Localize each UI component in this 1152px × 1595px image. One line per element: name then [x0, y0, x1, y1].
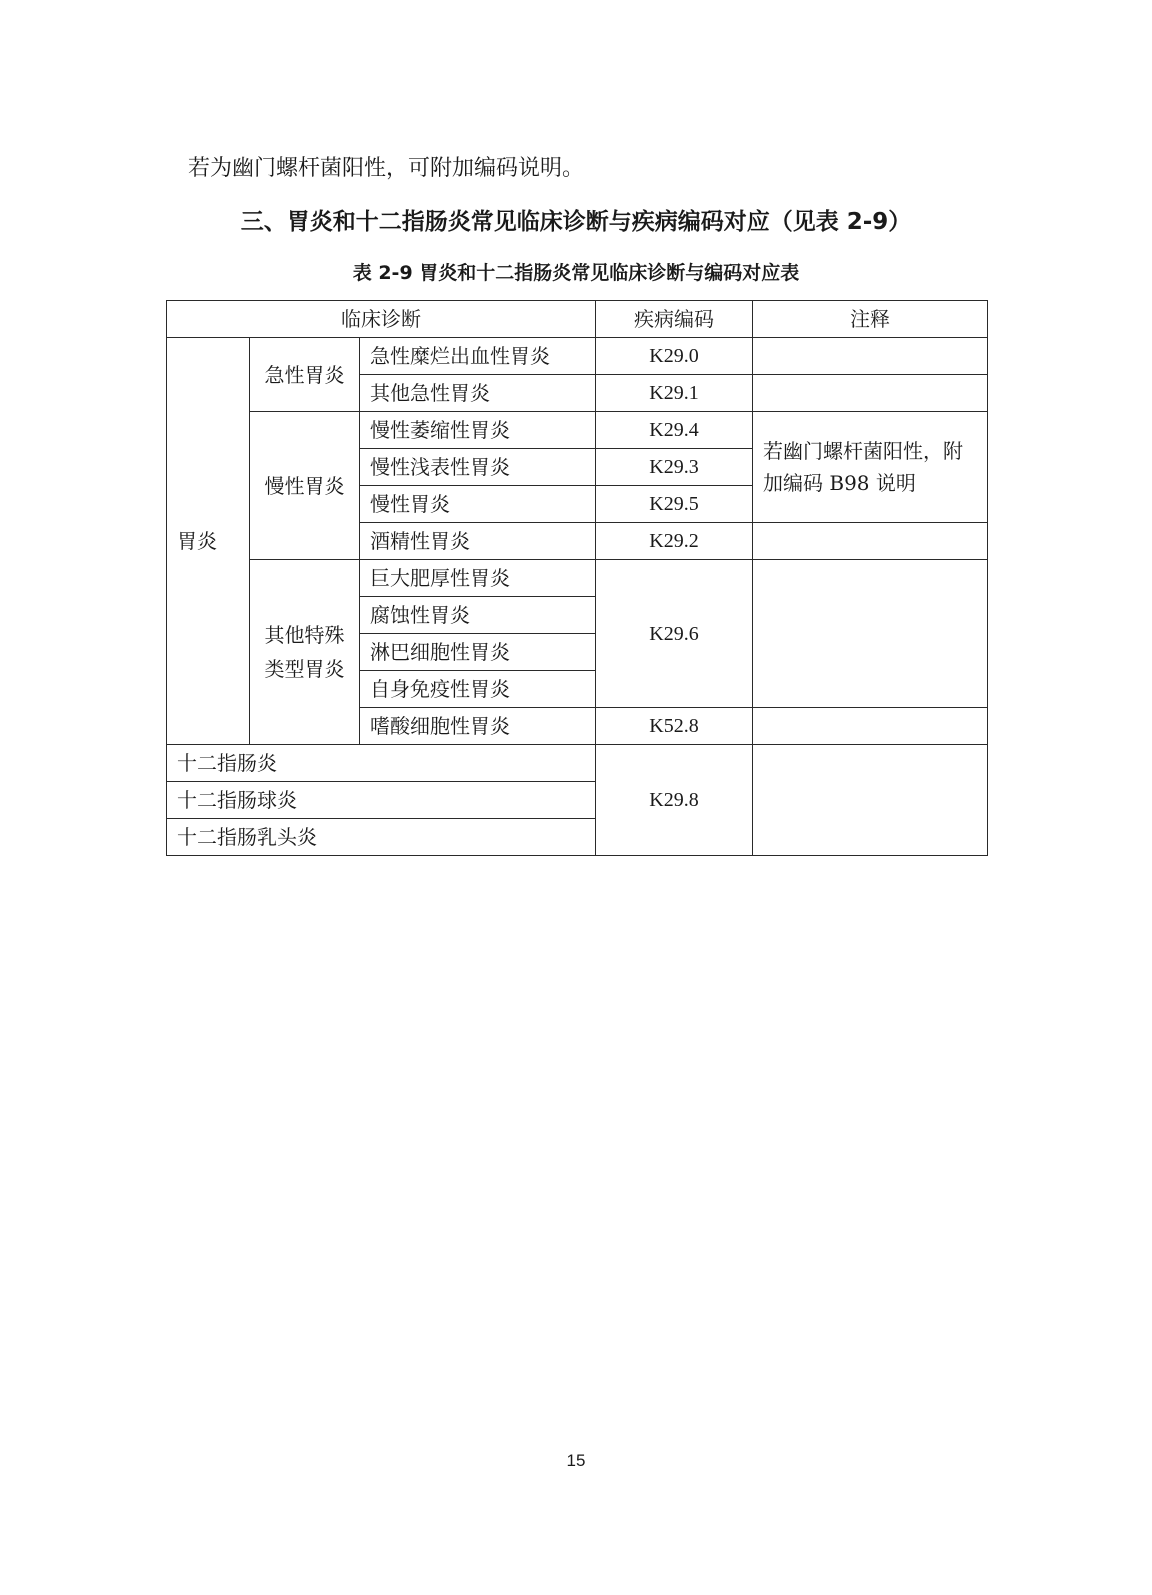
diagnosis-cell: 淋巴细胞性胃炎: [360, 634, 596, 671]
hp-note-cell: 若幽门螺杆菌阳性，附加编码 B98 说明: [753, 412, 988, 523]
section-heading: 三、胃炎和十二指肠炎常见临床诊断与疾病编码对应（见表 2-9）: [240, 209, 912, 235]
code-cell: K29.4: [596, 412, 753, 449]
note-cell: [753, 745, 988, 856]
code-cell-duodenitis: K29.8: [596, 745, 753, 856]
category-gastritis: 胃炎: [167, 338, 250, 745]
code-cell: K29.5: [596, 486, 753, 523]
diagnosis-code-table: [166, 300, 988, 856]
code-cell-special: K29.6: [596, 560, 753, 708]
table-row: [167, 560, 988, 597]
diagnosis-cell: 慢性萎缩性胃炎: [360, 412, 596, 449]
header-note: 注释: [753, 301, 988, 338]
note-cell: [753, 338, 988, 375]
group-chronic-gastritis: 慢性胃炎: [250, 412, 360, 560]
code-cell: K29.2: [596, 523, 753, 560]
diagnosis-cell: 自身免疫性胃炎: [360, 671, 596, 708]
diagnosis-cell: 慢性胃炎: [360, 486, 596, 523]
diagnosis-cell: 急性糜烂出血性胃炎: [360, 338, 596, 375]
page-number: 15: [566, 1451, 586, 1470]
code-cell: K29.3: [596, 449, 753, 486]
diagnosis-cell: 巨大肥厚性胃炎: [360, 560, 596, 597]
duodenitis-diagnosis-cell: 十二指肠乳头炎: [167, 819, 596, 856]
note-cell: [753, 708, 988, 745]
body-paragraph: 若为幽门螺杆菌阳性，可附加编码说明。: [188, 156, 585, 181]
group-special-gastritis: 其他特殊类型胃炎: [250, 560, 360, 745]
table-row: [167, 338, 988, 375]
header-diagnosis: 临床诊断: [167, 301, 596, 338]
note-cell: [753, 523, 988, 560]
note-cell: [753, 560, 988, 708]
code-cell: K29.1: [596, 375, 753, 412]
table-header-row: [167, 301, 988, 338]
diagnosis-cell: 其他急性胃炎: [360, 375, 596, 412]
duodenitis-diagnosis-cell: 十二指肠炎: [167, 745, 596, 782]
duodenitis-diagnosis-cell: 十二指肠球炎: [167, 782, 596, 819]
table-row: [167, 745, 988, 782]
header-code: 疾病编码: [596, 301, 753, 338]
diagnosis-cell: 嗜酸细胞性胃炎: [360, 708, 596, 745]
diagnosis-cell: 慢性浅表性胃炎: [360, 449, 596, 486]
diagnosis-cell: 酒精性胃炎: [360, 523, 596, 560]
code-cell: K52.8: [596, 708, 753, 745]
table-caption: 表 2-9 胃炎和十二指肠炎常见临床诊断与编码对应表: [352, 262, 800, 284]
code-cell: K29.0: [596, 338, 753, 375]
group-acute-gastritis: 急性胃炎: [250, 338, 360, 412]
table-row: [167, 412, 988, 449]
note-cell: [753, 375, 988, 412]
diagnosis-cell: 腐蚀性胃炎: [360, 597, 596, 634]
